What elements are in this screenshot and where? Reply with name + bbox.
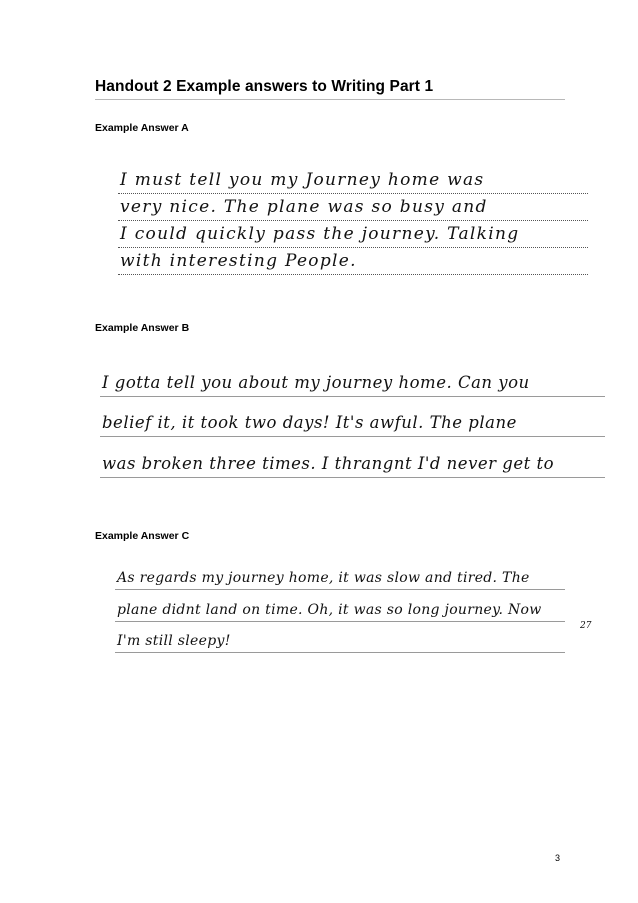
answer-c-label: Example Answer C bbox=[95, 530, 190, 542]
writing-line bbox=[118, 220, 588, 221]
answer-c-handwriting bbox=[115, 565, 565, 660]
page-title: Handout 2 Example answers to Writing Part 1 bbox=[95, 78, 434, 95]
answer-b-label: Example Answer B bbox=[95, 322, 190, 334]
answer-a-line: with interesting People. bbox=[120, 251, 357, 271]
answer-a-line: I must tell you my Journey home was bbox=[120, 170, 485, 190]
answer-c-line: plane didnt land on time. Oh, it was so long journey. Now bbox=[117, 602, 542, 618]
answer-b-handwriting bbox=[100, 365, 605, 485]
answer-a-line: very nice. The plane was so busy and bbox=[120, 197, 488, 217]
answer-a-label: Example Answer A bbox=[95, 122, 189, 134]
writing-line bbox=[115, 589, 565, 590]
margin-score-mark: 27 bbox=[580, 621, 592, 631]
writing-line bbox=[115, 621, 565, 622]
page-number: 3 bbox=[555, 853, 561, 863]
writing-line bbox=[115, 652, 565, 653]
answer-c-line: As regards my journey home, it was slow and tired. The bbox=[117, 570, 530, 586]
title-divider bbox=[95, 99, 565, 100]
answer-c-line: I'm still sleepy! bbox=[117, 633, 231, 649]
answer-b-line: I gotta tell you about my journey home. Can you bbox=[102, 373, 530, 392]
writing-line bbox=[118, 274, 588, 275]
answer-b-line: belief it, it took two days! It's awful. The plane bbox=[102, 413, 517, 432]
writing-line bbox=[100, 396, 605, 397]
answer-b-line: was broken three times. I thrangnt I'd never get to bbox=[102, 454, 555, 473]
answer-a-handwriting bbox=[118, 150, 588, 280]
writing-line bbox=[100, 436, 605, 437]
writing-line bbox=[118, 193, 588, 194]
writing-line bbox=[100, 477, 605, 478]
answer-a-line: I could quickly pass the journey. Talking bbox=[120, 224, 520, 244]
writing-line bbox=[118, 247, 588, 248]
